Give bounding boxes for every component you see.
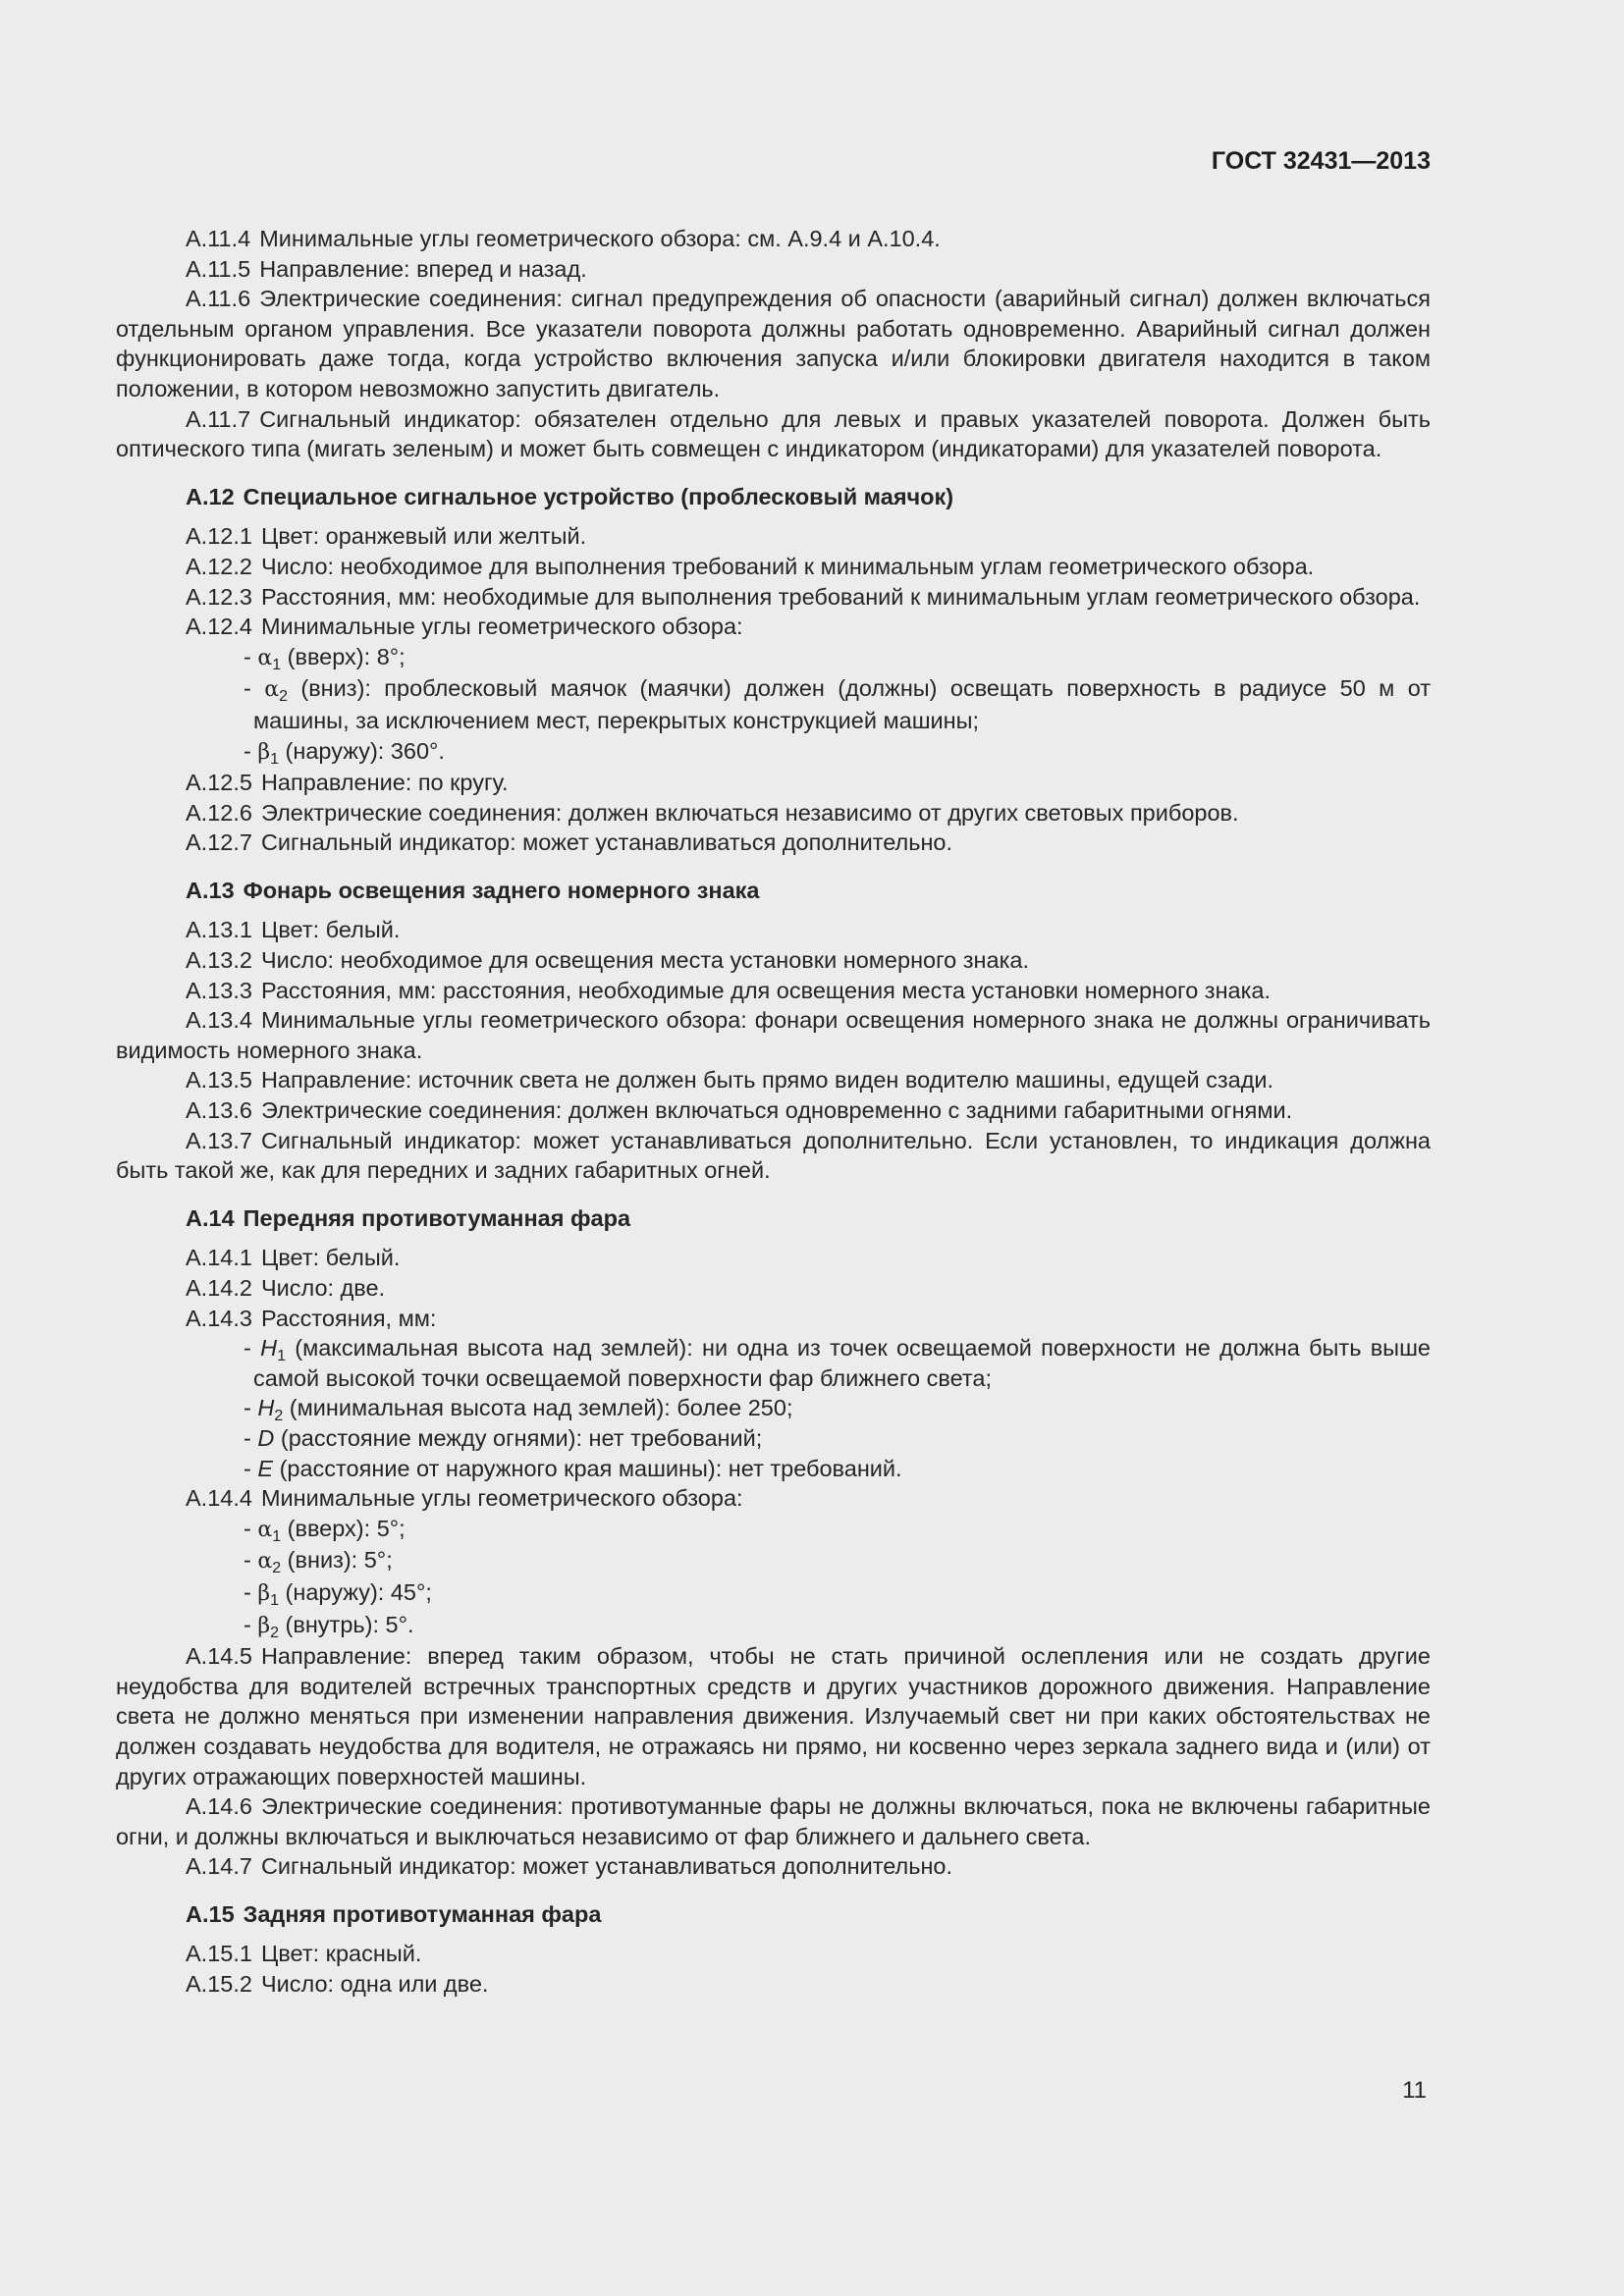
subscript: 1 <box>270 750 279 768</box>
document-body <box>116 224 1431 2000</box>
clause <box>116 768 1431 798</box>
clause-text: Минимальные углы геометрического обзора: см. А.9.4 и А.10.4. <box>259 226 941 251</box>
clause <box>116 1304 1431 1334</box>
clause-text: Направление: вперед и назад. <box>259 255 587 282</box>
symbol: β <box>257 1613 271 1638</box>
clause-text: Минимальные углы геометрического обзора: <box>260 1485 743 1512</box>
clause-number: А.12.6 <box>186 799 252 826</box>
symbol: H <box>260 1335 278 1362</box>
clause-text: Электрические соединения: должен включаться одновременно с задними габаритными огнями. <box>260 1097 1293 1124</box>
list-item: - $\alpha_2$ (вниз): проблесковый маячок (маячки) должен (должны) освещать поверхность в радиусе 50 м от машины, за исключением мест, перекрытых конструкцией машины; <box>244 675 1432 733</box>
clause-number: А.13.3 <box>186 977 252 1003</box>
list-item: - $\alpha_2$ (вниз): 5°; <box>244 1547 393 1577</box>
clause <box>116 582 1431 613</box>
clause-text: Электрические соединения: должен включаться независимо от других световых приборов. <box>260 799 1239 826</box>
symbol: α <box>257 1549 273 1575</box>
clause-text: Сигнальный индикатор: может устанавливаться дополнительно. Если установлен, то индикация должна быть такой же, как для передних и задних габаритных огней. <box>116 1127 1431 1184</box>
clause <box>116 1791 1431 1851</box>
clause-text: Число: две. <box>260 1275 386 1301</box>
clause-number: А.13.2 <box>186 947 252 974</box>
list-item-text: (вверх): 8°; <box>287 643 406 669</box>
clause-number: А.11.4 <box>186 226 251 251</box>
clause-number: А.13.4 <box>186 1007 252 1034</box>
clause <box>116 612 1431 642</box>
clause-text: Направление: вперед таким образом, чтобы не стать причиной ослепления или не создать другие неудобства для водителей встречных транспортных средств и других участников дорожного движения. Направление света не должно меняться при изменении направления движения. Излучаемый свет ни при каких обстоятельствах не должен создавать неудобства для водителя, не отражаясь ни прямо, ни косвенно через зеркала заднего вида и (или) от других отражающих поверхностей машины. <box>116 1643 1431 1789</box>
clause-number: А.15.2 <box>186 1971 252 1998</box>
clause-number: А.12.5 <box>186 770 252 796</box>
clause-text: Расстояния, мм: необходимые для выполнения требований к минимальным углам геометрического обзора. <box>260 583 1421 610</box>
clause-text: Электрические соединения: противотуманные фары не должны включаться, пока не включены габаритные огни, и должны включаться и выключаться независимо от фар ближнего и дальнего света. <box>116 1793 1431 1849</box>
clause <box>116 284 1431 403</box>
clause-number: А.12.7 <box>186 829 252 856</box>
clause-text: Цвет: белый. <box>260 917 401 943</box>
clause-number: А.13.1 <box>186 917 252 943</box>
clause-text: Расстояния, мм: расстояния, необходимые для освещения места установки номерного знака. <box>260 977 1272 1003</box>
clause-text: Минимальные углы геометрического обзора: фонари освещения номерного знака не должны ограничивать видимость номерного знака. <box>116 1007 1431 1063</box>
section-number: А.14 <box>186 1204 235 1231</box>
clause-text: Цвет: белый. <box>260 1245 401 1271</box>
subscript: 2 <box>279 688 288 706</box>
list-item-text: (наружу): 360°. <box>285 737 445 764</box>
clause-number: А.11.5 <box>186 255 251 282</box>
clause-number: А.13.6 <box>186 1097 252 1124</box>
clause <box>116 1969 1431 2000</box>
clause-number: А.12.1 <box>186 523 252 550</box>
clause <box>116 1641 1431 1791</box>
clause-number: А.11.7 <box>186 405 251 432</box>
clause <box>116 1005 1431 1065</box>
list-item-text: (минимальная высота над землей): более 250; <box>289 1395 793 1421</box>
clause <box>116 552 1431 582</box>
subscript: 1 <box>277 1348 286 1365</box>
section-title: Фонарь освещения заднего номерного знака <box>243 877 760 903</box>
clause-number: А.14.6 <box>186 1793 252 1820</box>
clause-text: Цвет: красный. <box>260 1941 422 1967</box>
section-heading <box>186 482 1431 512</box>
clause-text: Число: необходимое для выполнения требований к минимальным углам геометрического обзора. <box>260 553 1315 579</box>
subscript: 1 <box>272 656 282 673</box>
clause-text: Цвет: оранжевый или желтый. <box>260 523 587 550</box>
clause <box>116 254 1431 285</box>
section-heading <box>186 1899 1431 1930</box>
clause <box>116 1095 1431 1126</box>
list-item-text: (вниз): проблесковый маячок (маячки) должен (должны) освещать поверхность в радиусе 50 м от машины, за исключением мест, перекрытых конструкцией машины; <box>253 675 1432 733</box>
symbol: E <box>257 1455 274 1481</box>
document-header: ГОСТ 32431—2013 <box>1211 147 1431 175</box>
clause-text: Сигнальный индикатор: может устанавливаться дополнительно. <box>260 1853 953 1880</box>
symbol: α <box>264 677 280 703</box>
clause-number: А.14.3 <box>186 1305 252 1331</box>
symbol: D <box>257 1424 275 1451</box>
subscript: 2 <box>272 1560 282 1577</box>
list-item: - $\beta_2$ (внутрь): 5°. <box>244 1611 414 1641</box>
list-item-text: (вниз): 5°; <box>287 1547 393 1574</box>
clause-text: Сигнальный индикатор: может устанавливаться дополнительно. <box>260 829 953 856</box>
symbol: α <box>257 1517 273 1542</box>
list-item: - $\alpha_1$ (вверх): 8°; <box>244 643 406 673</box>
page-number: 11 <box>1402 2077 1427 2104</box>
clause <box>116 1939 1431 1969</box>
subscript: 2 <box>270 1624 279 1641</box>
list-item: - D (расстояние между огнями): нет требований; <box>244 1424 763 1451</box>
clause <box>116 224 1431 254</box>
clause <box>116 976 1431 1006</box>
clause-number: А.14.7 <box>186 1853 252 1880</box>
section-title: Специальное сигнальное устройство (проблесковый маячок) <box>243 483 954 509</box>
symbol: β <box>257 1580 271 1606</box>
clause-text: Число: необходимое для освещения места установки номерного знака. <box>260 947 1029 974</box>
clause-number: А.13.7 <box>186 1127 252 1153</box>
list-item: - $H_2$ (минимальная высота над землей): более 250; <box>244 1395 793 1425</box>
clause <box>116 798 1431 828</box>
clause <box>116 404 1431 464</box>
subscript: 2 <box>274 1408 284 1425</box>
clause-text: Расстояния, мм: <box>260 1305 437 1331</box>
list-item-text: (расстояние от наружного края машины): нет требований. <box>279 1455 902 1481</box>
clause <box>116 915 1431 945</box>
clause-number: А.14.5 <box>186 1643 252 1670</box>
list-item: - $H_1$ (максимальная высота над землей): ни одна из точек освещаемой поверхности не должна быть выше самой высокой точки освещаемой поверхности фар ближнего света; <box>244 1335 1431 1391</box>
clause <box>116 1243 1431 1273</box>
list-item: - $\beta_1$ (наружу): 360°. <box>244 737 445 768</box>
list-item-text: (наружу): 45°; <box>285 1578 432 1605</box>
symbol: β <box>257 739 271 765</box>
clause-number: А.13.5 <box>186 1067 252 1094</box>
clause-number: А.12.4 <box>186 614 252 640</box>
list-item: - $\alpha_1$ (вверх): 5°; <box>244 1515 406 1545</box>
section-number: А.12 <box>186 483 235 509</box>
clause <box>116 1126 1431 1186</box>
section-heading <box>186 876 1431 906</box>
clause-text: Сигнальный индикатор: обязателен отдельно для левых и правых указателей поворота. Должен быть оптического типа (мигать зеленым) и может быть совмещен с индикатором (индикаторами) для указателей поворота. <box>116 405 1431 462</box>
clause <box>116 1065 1431 1095</box>
clause <box>116 1483 1431 1514</box>
list-item-text: (вверх): 5°; <box>287 1515 406 1541</box>
clause-text: Направление: источник света не должен быть прямо виден водителю машины, едущей сзади. <box>260 1067 1274 1094</box>
list-item: - E (расстояние от наружного края машины): нет требований. <box>244 1455 902 1481</box>
section-heading <box>186 1203 1431 1234</box>
list-item: - $\beta_1$ (наружу): 45°; <box>244 1578 432 1609</box>
list-item-text: (внутрь): 5°. <box>285 1611 414 1637</box>
list-item-text: (максимальная высота над землей): ни одна из точек освещаемой поверхности не должна быть выше самой высокой точки освещаемой поверхности фар ближнего света; <box>253 1335 1431 1391</box>
clause-text: Электрические соединения: сигнал предупреждения об опасности (аварийный сигнал) должен включаться отдельным органом управления. Все указатели поворота должны работать одновременно. Аварийный сигнал должен функционировать даже тогда, когда устройство включения запуска и/или блокировки двигателя находится в таком положении, в котором невозможно запустить двигатель. <box>116 286 1431 401</box>
symbol: α <box>257 645 273 670</box>
clause-number: А.15.1 <box>186 1941 252 1967</box>
section-number: А.13 <box>186 877 235 903</box>
section-title: Задняя противотуманная фара <box>243 1900 602 1927</box>
clause-number: А.14.2 <box>186 1275 252 1301</box>
clause <box>116 1273 1431 1304</box>
section-number: А.15 <box>186 1900 235 1927</box>
clause <box>116 1851 1431 1882</box>
clause-text: Число: одна или две. <box>260 1971 489 1998</box>
clause-number: А.12.3 <box>186 583 252 610</box>
subscript: 1 <box>272 1527 282 1545</box>
clause-text: Минимальные углы геометрического обзора: <box>260 614 743 640</box>
clause-text: Направление: по кругу. <box>260 770 509 796</box>
section-title: Передняя противотуманная фара <box>243 1204 631 1231</box>
clause-number: А.12.2 <box>186 553 252 579</box>
clause <box>116 521 1431 552</box>
clause <box>116 945 1431 976</box>
clause-number: А.14.4 <box>186 1485 252 1512</box>
subscript: 1 <box>270 1591 279 1609</box>
clause <box>116 828 1431 858</box>
list-item-text: (расстояние между огнями): нет требований; <box>280 1424 763 1451</box>
clause-number: А.14.1 <box>186 1245 252 1271</box>
clause-number: А.11.6 <box>186 286 251 312</box>
symbol: H <box>257 1395 275 1421</box>
